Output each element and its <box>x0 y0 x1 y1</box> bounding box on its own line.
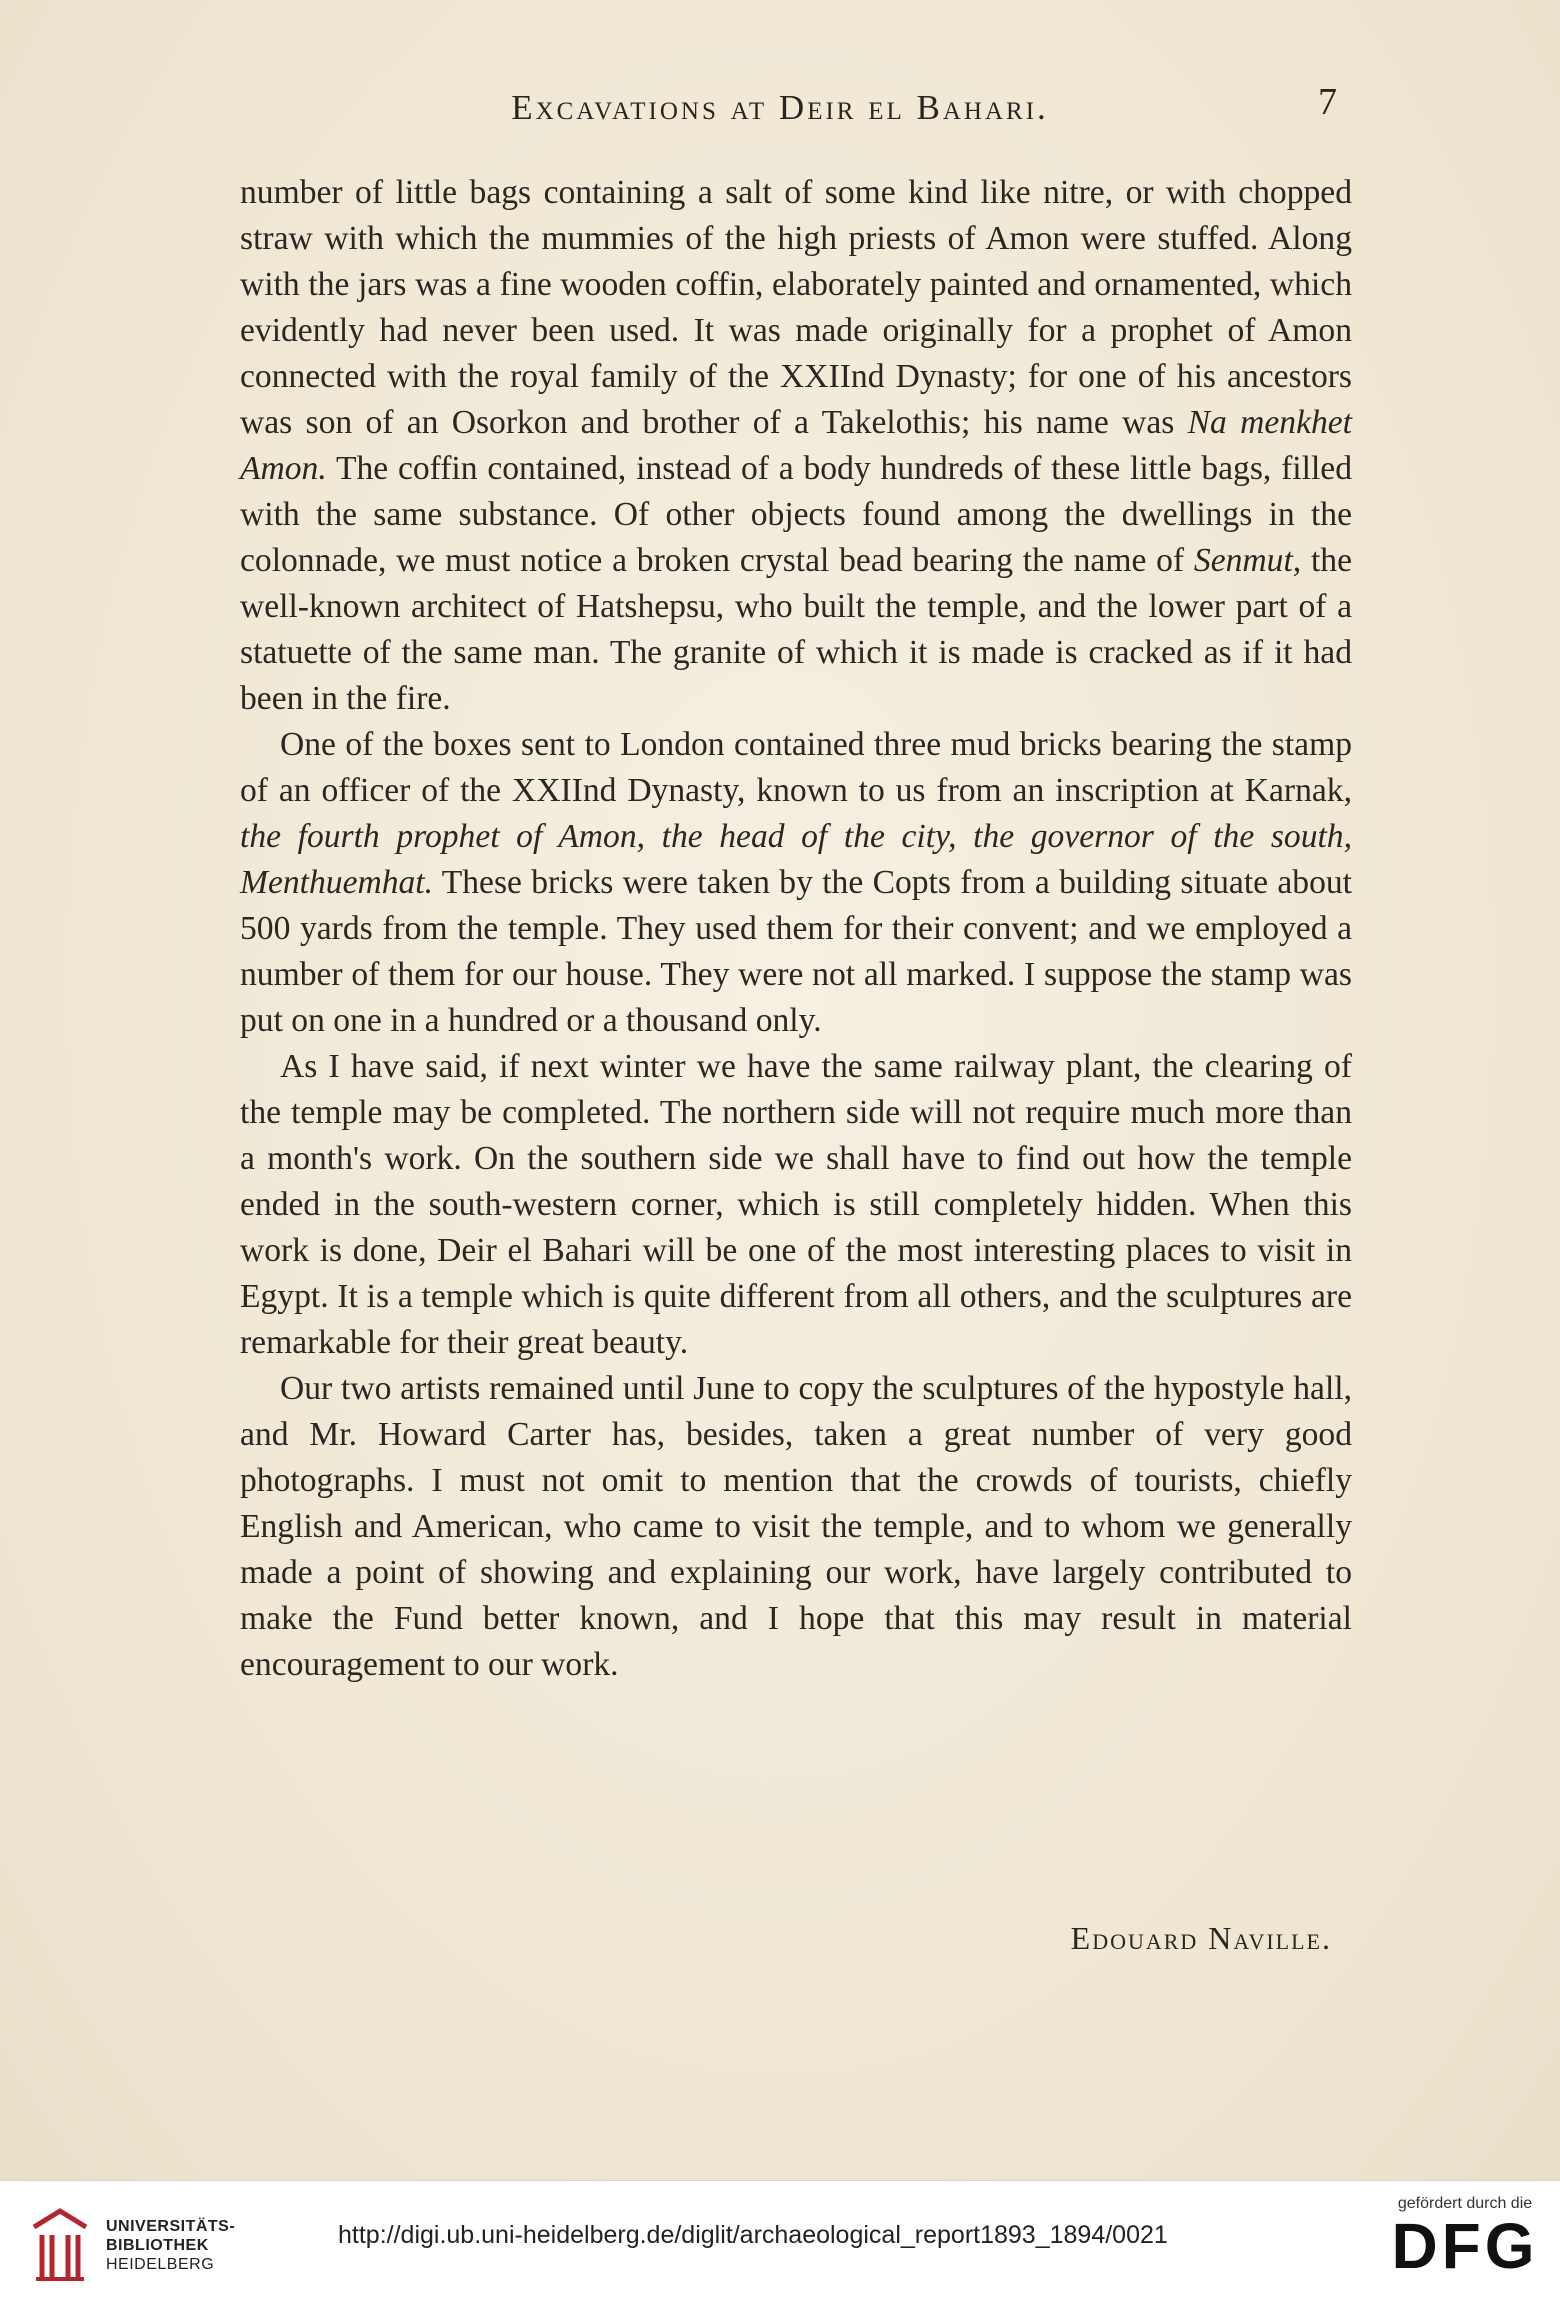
author-signature: Edouard Naville. <box>1070 1920 1332 1956</box>
paragraph-1-segment: the well-known architect of Hatshepsu, who built the temple, and the lower part of a statuette of the same man. The granite of which it is made is cracked as if it had been in the fire. <box>240 542 1352 717</box>
digitization-footer <box>0 2180 1560 2307</box>
page-header <box>0 81 1560 148</box>
dfg-logo: DFG <box>1391 2210 1539 2282</box>
library-logo[interactable] <box>30 2207 240 2287</box>
paragraph-1-segment: The coffin contained, instead of a body hundreds of these little bags, filled with the same substance. Of other objects found among the dwellings in the colonnade, we must notice a broken crystal bead bearing the name of <box>240 450 1352 579</box>
body-text <box>240 170 1352 1688</box>
library-name-line-3: HEIDELBERG <box>106 2256 215 2273</box>
paragraph-1-segment: Senmut, <box>1193 542 1302 579</box>
funding-text: gefördert durch die <box>1397 2195 1533 2212</box>
running-head: Excavations at Deir el Bahari. <box>511 88 1049 127</box>
source-url-link[interactable]: http://digi.ub.uni-heidelberg.de/diglit/archaeological_report1893_1894/0021 <box>338 2221 1168 2249</box>
paragraph-2-segment: One of the boxes sent to London contained three mud bricks bearing the stamp of an officer of the XXIInd Dynasty, known to us from an inscription at Karnak, <box>240 726 1352 809</box>
paragraph-4-segment: Our two artists remained until June to copy the sculptures of the hypostyle hall, and Mr. Howard Carter has, besides, taken a great number of very good photographs. I must not omit to mention that the crowds of tourists, chiefly English and American, who came to visit the temple, and to whom we generally made a point of showing and explaining our work, have largely contributed to make the Fund better known, and I hope that this may result in material encouragement to our work. <box>240 1370 1352 1683</box>
paragraph-4 <box>240 1366 1352 1688</box>
page-number: 7 <box>1318 81 1337 123</box>
paragraph-1-segment: Na menkhet Amon. <box>240 404 1352 487</box>
library-emblem-icon <box>30 2207 90 2283</box>
paragraph-3-segment: As I have said, if next winter we have the same railway plant, the clearing of the temple may be completed. The northern side will not require much more than a month's work. On the southern side we shall have to find out how the temple ended in the south-western corner, which is still completely hidden. When this work is done, Deir el Bahari will be one of the most interesting places to visit in Egypt. It is a temple which is quite different from all others, and the sculptures are remarkable for their great beauty. <box>240 1048 1352 1361</box>
library-name-line-1: UNIVERSITÄTS- <box>106 2218 236 2235</box>
paragraph-2 <box>240 722 1352 1044</box>
library-name <box>106 2217 235 2274</box>
funding-logo[interactable] <box>1380 2195 1550 2282</box>
paragraph-3 <box>240 1044 1352 1366</box>
library-name-line-2: BIBLIOTHEK <box>106 2237 209 2254</box>
paragraph-1-segment: number of little bags containing a salt of some kind like nitre, or with chopped straw with which the mummies of the high priests of Amon were stuffed. Along with the jars was a fine wooden coffin, elaborately painted and ornamented, which evidently had never been used. It was made originally for a prophet of Amon connected with the royal family of the XXIInd Dynasty; for one of his ancestors was son of an Osorkon and brother of a Takelothis; his name was <box>240 174 1352 441</box>
paragraph-1 <box>240 170 1352 722</box>
paragraph-2-segment: the fourth prophet of Amon, the head of the city, the governor of the south, Menthuemhat. <box>240 818 1352 901</box>
paragraph-2-segment: These bricks were taken by the Copts from a building situate about 500 yards from the temple. They used them for their convent; and we employed a number of them for our house. They were not all marked. I suppose the stamp was put on one in a hundred or a thousand only. <box>240 864 1352 1039</box>
